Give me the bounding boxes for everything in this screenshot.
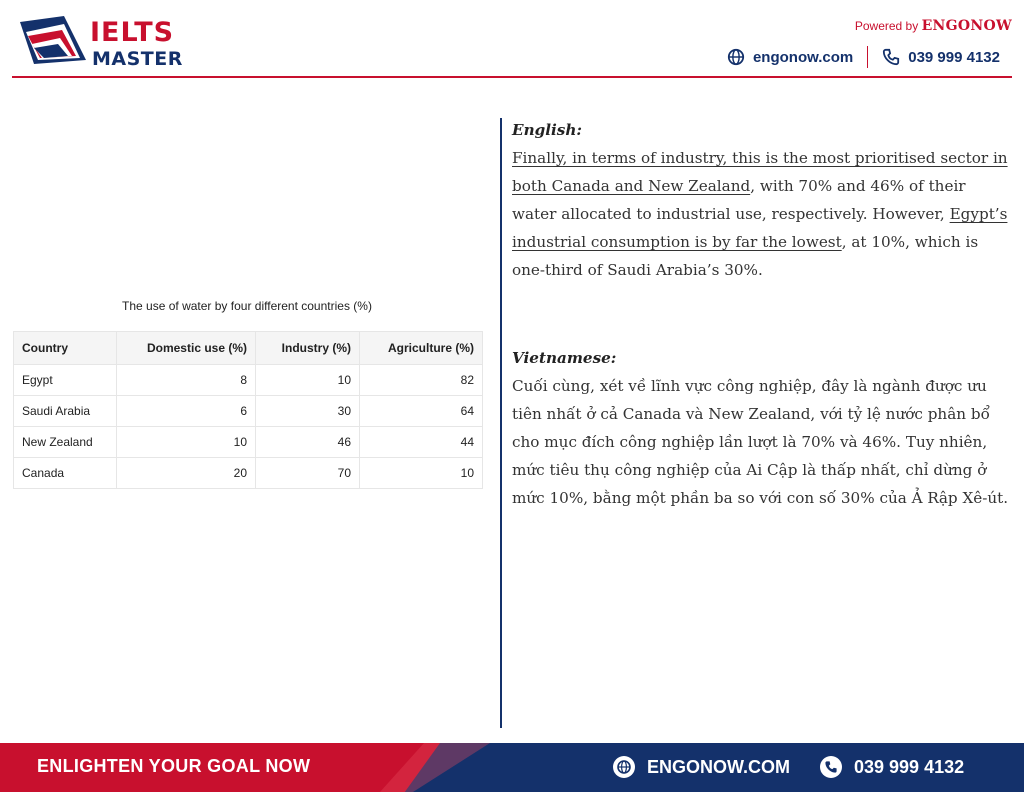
column-header: Domestic use (%) [117, 332, 256, 365]
powered-by-prefix: Powered by [854, 19, 919, 33]
header-website-link[interactable]: engonow.com [752, 48, 854, 66]
table-title: The use of water by four different countries (%) [122, 299, 372, 313]
table-cell: 46 [256, 427, 360, 458]
phone-icon [820, 756, 842, 778]
table-cell: Saudi Arabia [14, 396, 117, 427]
powered-by-brand: ENGONOW [921, 18, 1012, 34]
table-row [14, 365, 483, 396]
vietnamese-section [512, 344, 1017, 512]
table-cell: 70 [256, 458, 360, 489]
english-paragraph [512, 144, 1012, 284]
footer-website-link[interactable]: ENGONOW.COM [647, 756, 790, 777]
powered-by [855, 18, 1012, 34]
header-divider [867, 46, 868, 68]
table-cell: 30 [256, 396, 360, 427]
logo-mark-icon [20, 16, 86, 70]
english-section [512, 116, 1012, 284]
column-header: Country [14, 332, 117, 365]
column-divider [500, 118, 502, 728]
water-use-table [13, 331, 483, 489]
english-text-1: , with 70% and 46% of their water allocated to industrial use, respectively. However, [512, 177, 966, 223]
table-cell: 10 [256, 365, 360, 396]
english-label: English: [512, 121, 582, 139]
vietnamese-paragraph: Cuối cùng, xét về lĩnh vực công nghiệp, đây là ngành được ưu tiên nhất ở cả Canada và New Zealand, với tỷ lệ nước phân bổ cho mục đích công nghiệp lần lượt là 70% và 46%. Tuy nhiên, mức tiêu thụ công nghiệp của Ai Cập là thấp nhất, chỉ dừng ở mức 10%, bằng một phần ba so với con số 30% của Ả Rập Xê-út. [512, 377, 1009, 507]
header-divider-line [12, 76, 1012, 78]
column-header: Industry (%) [256, 332, 360, 365]
english-text-2: , at 10%, which is one-third of Saudi Arabia’s 30%. [512, 233, 979, 279]
globe-icon [727, 48, 745, 66]
logo-text-master: MASTER [92, 48, 183, 70]
table-header-row [14, 332, 483, 365]
footer-contact [613, 756, 964, 778]
table-row [14, 458, 483, 489]
table-cell: 82 [360, 365, 483, 396]
footer-slogan: ENLIGHTEN YOUR GOAL NOW [37, 756, 311, 776]
table-cell: 10 [117, 427, 256, 458]
footer-phone[interactable]: 039 999 4132 [854, 756, 965, 777]
table-cell: 8 [117, 365, 256, 396]
table-cell: 10 [360, 458, 483, 489]
english-highlight-1: Finally, in terms of industry, this is the most prioritised sector in both Canada and New Zealand [512, 149, 1008, 195]
ielts-master-logo [20, 16, 183, 70]
table-row [14, 427, 483, 458]
phone-icon [882, 48, 900, 66]
table-cell: 20 [117, 458, 256, 489]
footer-bar [0, 743, 1024, 792]
globe-icon [613, 756, 635, 778]
table-cell: 64 [360, 396, 483, 427]
header-phone[interactable]: 039 999 4132 [908, 48, 1000, 66]
table-cell: Canada [14, 458, 117, 489]
logo-text-ielts: IELTS [90, 17, 175, 48]
table-cell: Egypt [14, 365, 117, 396]
vietnamese-label: Vietnamese: [512, 349, 617, 367]
english-highlight-2: Egypt’s industrial consumption is by far the lowest [512, 205, 1008, 251]
header-contact [727, 46, 1000, 68]
column-header: Agriculture (%) [360, 332, 483, 365]
table-cell: New Zealand [14, 427, 117, 458]
table-row [14, 396, 483, 427]
table-cell: 44 [360, 427, 483, 458]
table-cell: 6 [117, 396, 256, 427]
